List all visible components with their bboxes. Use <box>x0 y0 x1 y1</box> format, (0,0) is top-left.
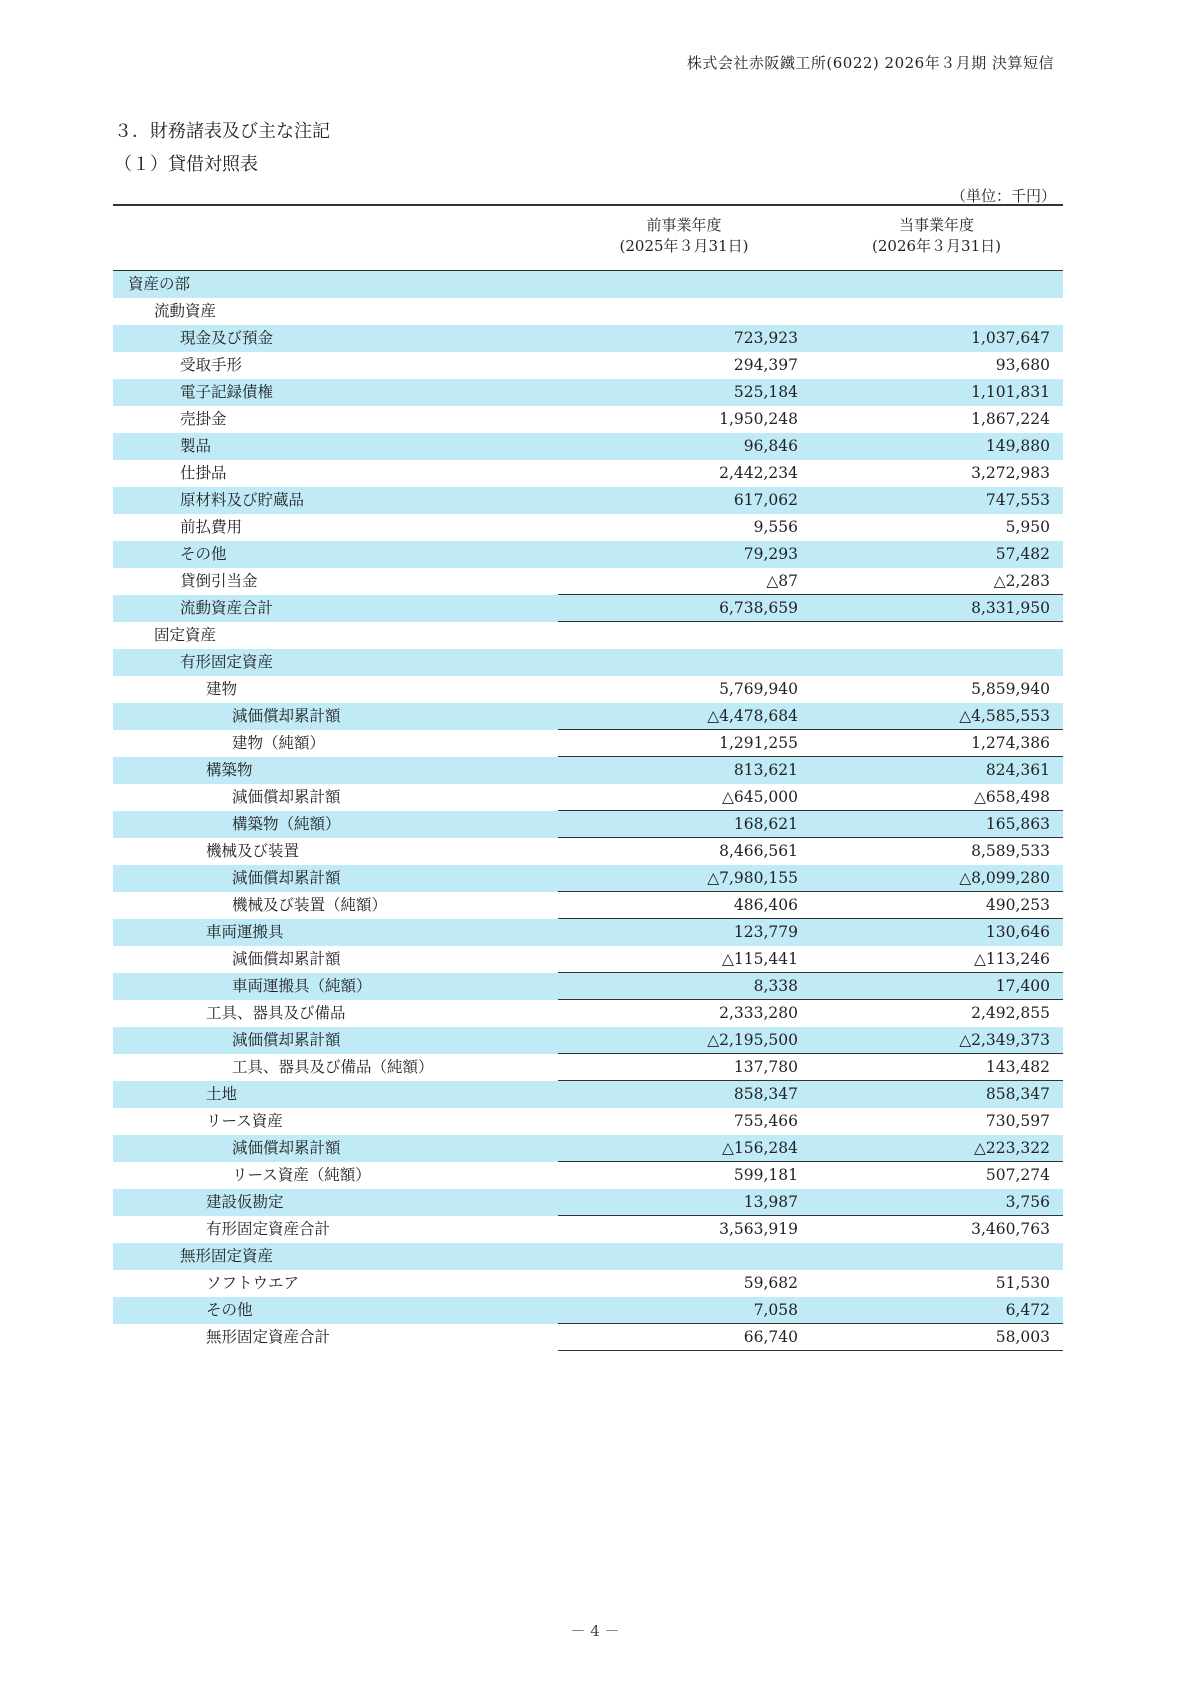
total-rule <box>558 1350 1063 1351</box>
table-row-total <box>113 1324 1063 1351</box>
table-row <box>113 622 1063 649</box>
curr-value: 1,037,647 <box>971 329 1050 347</box>
balance-sheet-table <box>113 204 1063 1351</box>
prev-value: 8,466,561 <box>719 842 798 860</box>
curr-value: 8,331,950 <box>971 599 1050 617</box>
table-row <box>113 649 1063 676</box>
curr-value: 6,472 <box>1005 1301 1050 1319</box>
prev-value: 755,466 <box>733 1112 798 1130</box>
row-label: 土地 <box>206 1085 238 1103</box>
prev-value: 3,563,919 <box>719 1220 798 1238</box>
table-row <box>113 784 1063 811</box>
curr-value: 143,482 <box>985 1058 1050 1076</box>
row-label: リース資産（純額） <box>232 1166 371 1184</box>
curr-value: 5,950 <box>1005 518 1050 536</box>
prev-value: 59,682 <box>743 1274 798 1292</box>
curr-value: △658,498 <box>973 788 1050 806</box>
table-row <box>113 1054 1063 1081</box>
row-label: 前払費用 <box>180 518 243 536</box>
prev-value: 79,293 <box>743 545 798 563</box>
row-label: 減価償却累計額 <box>232 869 341 887</box>
curr-value: 824,361 <box>985 761 1050 779</box>
row-label: 製品 <box>180 437 212 455</box>
row-label: 流動資産合計 <box>180 599 274 617</box>
table-row <box>113 1189 1063 1216</box>
prev-value: 486,406 <box>733 896 798 914</box>
row-label: 構築物（純額） <box>232 815 341 833</box>
prev-value: △87 <box>766 572 798 590</box>
row-label: 電子記録債権 <box>180 383 274 401</box>
prev-value: 8,338 <box>753 977 798 995</box>
prev-value: △645,000 <box>721 788 798 806</box>
curr-value: 507,274 <box>985 1166 1050 1184</box>
prev-value: 5,769,940 <box>719 680 798 698</box>
row-label: 有形固定資産合計 <box>206 1220 331 1238</box>
prev-value: 96,846 <box>743 437 798 455</box>
curr-value: 5,859,940 <box>971 680 1050 698</box>
prev-value: 168,621 <box>733 815 798 833</box>
prev-value: 813,621 <box>733 761 798 779</box>
curr-value: 490,253 <box>985 896 1050 914</box>
row-label: リース資産 <box>206 1112 283 1130</box>
curr-value: △2,349,373 <box>959 1031 1050 1049</box>
column-title: 当事業年度 <box>898 216 974 234</box>
prev-value: 2,333,280 <box>719 1004 798 1022</box>
curr-value: 8,589,533 <box>971 842 1050 860</box>
row-label: 車両運搬具 <box>206 923 284 941</box>
table-row <box>113 487 1063 514</box>
table-row <box>113 946 1063 973</box>
curr-value: △2,283 <box>993 572 1050 590</box>
column-header-curr <box>810 215 1063 257</box>
table-row <box>113 757 1063 784</box>
table-row <box>113 1081 1063 1108</box>
prev-value: 13,987 <box>743 1193 798 1211</box>
prev-value: 123,779 <box>733 923 798 941</box>
prev-value: 1,291,255 <box>719 734 798 752</box>
table-row <box>113 865 1063 892</box>
curr-value: 3,756 <box>1005 1193 1050 1211</box>
curr-value: 17,400 <box>995 977 1050 995</box>
column-title: 前事業年度 <box>646 216 722 234</box>
table-row-total <box>113 1216 1063 1243</box>
row-label: 流動資産 <box>154 302 217 320</box>
table-row <box>113 919 1063 946</box>
column-date: (2025年３月31日) <box>619 237 749 255</box>
curr-value: 747,553 <box>985 491 1050 509</box>
curr-value: 2,492,855 <box>971 1004 1050 1022</box>
row-label: 工具、器具及び備品 <box>206 1004 346 1022</box>
prev-value: △4,478,684 <box>707 707 798 725</box>
column-header-prev <box>558 215 810 257</box>
curr-value: 1,867,224 <box>971 410 1050 428</box>
table-row <box>113 703 1063 730</box>
subsection-title: （１）貸借対照表 <box>114 154 258 175</box>
prev-value: 723,923 <box>733 329 798 347</box>
prev-value: △7,980,155 <box>707 869 798 887</box>
curr-value: △8,099,280 <box>959 869 1050 887</box>
table-row <box>113 1270 1063 1297</box>
section-title: ３．財務諸表及び主な注記 <box>114 121 330 142</box>
header-label-cell <box>113 206 558 270</box>
row-label: 資産の部 <box>128 275 191 293</box>
row-label: 建物 <box>206 680 238 698</box>
curr-value: △223,322 <box>973 1139 1050 1157</box>
prev-value: 294,397 <box>733 356 798 374</box>
curr-value: 165,863 <box>985 815 1050 833</box>
curr-value: 57,482 <box>995 545 1050 563</box>
table-row <box>113 973 1063 1000</box>
row-label: 仕掛品 <box>180 464 227 482</box>
table-row <box>113 1027 1063 1054</box>
row-label: 建設仮勘定 <box>206 1193 284 1211</box>
table-row <box>113 1297 1063 1324</box>
row-label: 減価償却累計額 <box>232 1139 341 1157</box>
row-label: 減価償却累計額 <box>232 707 341 725</box>
row-label: その他 <box>206 1301 253 1319</box>
table-row <box>113 568 1063 595</box>
row-label: 無形固定資産合計 <box>206 1328 331 1346</box>
curr-value: 858,347 <box>985 1085 1050 1103</box>
table-row <box>113 460 1063 487</box>
prev-value: 525,184 <box>733 383 798 401</box>
table-row <box>113 838 1063 865</box>
row-label: 有形固定資産 <box>180 653 274 671</box>
table-row <box>113 676 1063 703</box>
page-number: － 4 － <box>570 1622 620 1640</box>
curr-value: 1,274,386 <box>971 734 1050 752</box>
table-row <box>113 811 1063 838</box>
curr-value: 58,003 <box>995 1328 1050 1346</box>
row-label: その他 <box>180 545 227 563</box>
table-row <box>113 1108 1063 1135</box>
prev-value: 137,780 <box>733 1058 798 1076</box>
table-row <box>113 406 1063 433</box>
prev-value: 2,442,234 <box>719 464 798 482</box>
curr-value: 3,460,763 <box>971 1220 1050 1238</box>
row-label: 貸倒引当金 <box>180 572 258 590</box>
prev-value: 7,058 <box>753 1301 798 1319</box>
row-label: 無形固定資産 <box>180 1247 274 1265</box>
curr-value: △113,246 <box>973 950 1050 968</box>
row-label: 減価償却累計額 <box>232 788 341 806</box>
prev-value: 617,062 <box>733 491 798 509</box>
table-row <box>113 1162 1063 1189</box>
table-row <box>113 433 1063 460</box>
prev-value: △115,441 <box>721 950 798 968</box>
row-label: 受取手形 <box>180 356 243 374</box>
curr-value: 149,880 <box>985 437 1050 455</box>
prev-value: △156,284 <box>721 1139 798 1157</box>
table-row <box>113 1135 1063 1162</box>
row-label: 車両運搬具（純額） <box>232 977 372 995</box>
table-row <box>113 325 1063 352</box>
row-label: 機械及び装置 <box>206 842 300 860</box>
column-date: (2026年３月31日) <box>872 237 1001 255</box>
table-row-total <box>113 595 1063 622</box>
curr-value: 730,597 <box>985 1112 1050 1130</box>
row-label: 工具、器具及び備品（純額） <box>232 1058 434 1076</box>
document-header: 株式会社赤阪鐵工所(6022) 2026年３月期 決算短信 <box>686 54 1054 72</box>
row-label: 固定資産 <box>154 626 217 644</box>
curr-value: 3,272,983 <box>971 464 1050 482</box>
prev-value: 9,556 <box>753 518 798 536</box>
table-header <box>113 206 1063 271</box>
row-label: 減価償却累計額 <box>232 950 341 968</box>
prev-value: 1,950,248 <box>719 410 798 428</box>
row-label: ソフトウエア <box>206 1274 300 1292</box>
row-label: 建物（純額） <box>232 734 326 752</box>
table-row <box>113 541 1063 568</box>
curr-value: 51,530 <box>995 1274 1050 1292</box>
curr-value: 93,680 <box>995 356 1050 374</box>
table-row <box>113 892 1063 919</box>
prev-value: △2,195,500 <box>707 1031 798 1049</box>
curr-value: 130,646 <box>985 923 1050 941</box>
row-label: 機械及び装置（純額） <box>232 896 388 914</box>
table-row <box>113 514 1063 541</box>
table-row <box>113 352 1063 379</box>
table-row <box>113 298 1063 325</box>
table-row <box>113 1243 1063 1270</box>
curr-value: 1,101,831 <box>971 383 1050 401</box>
row-label: 売掛金 <box>180 410 227 428</box>
prev-value: 599,181 <box>733 1166 798 1184</box>
curr-value: △4,585,553 <box>959 707 1050 725</box>
row-label: 現金及び預金 <box>180 329 274 347</box>
table-row <box>113 730 1063 757</box>
row-label: 減価償却累計額 <box>232 1031 341 1049</box>
table-row <box>113 271 1063 298</box>
prev-value: 858,347 <box>733 1085 798 1103</box>
table-row <box>113 379 1063 406</box>
row-label: 原材料及び貯蔵品 <box>180 491 305 509</box>
unit-label: （単位：千円） <box>950 187 1056 205</box>
prev-value: 66,740 <box>743 1328 798 1346</box>
table-row <box>113 1000 1063 1027</box>
prev-value: 6,738,659 <box>719 599 798 617</box>
row-label: 構築物 <box>206 761 253 779</box>
